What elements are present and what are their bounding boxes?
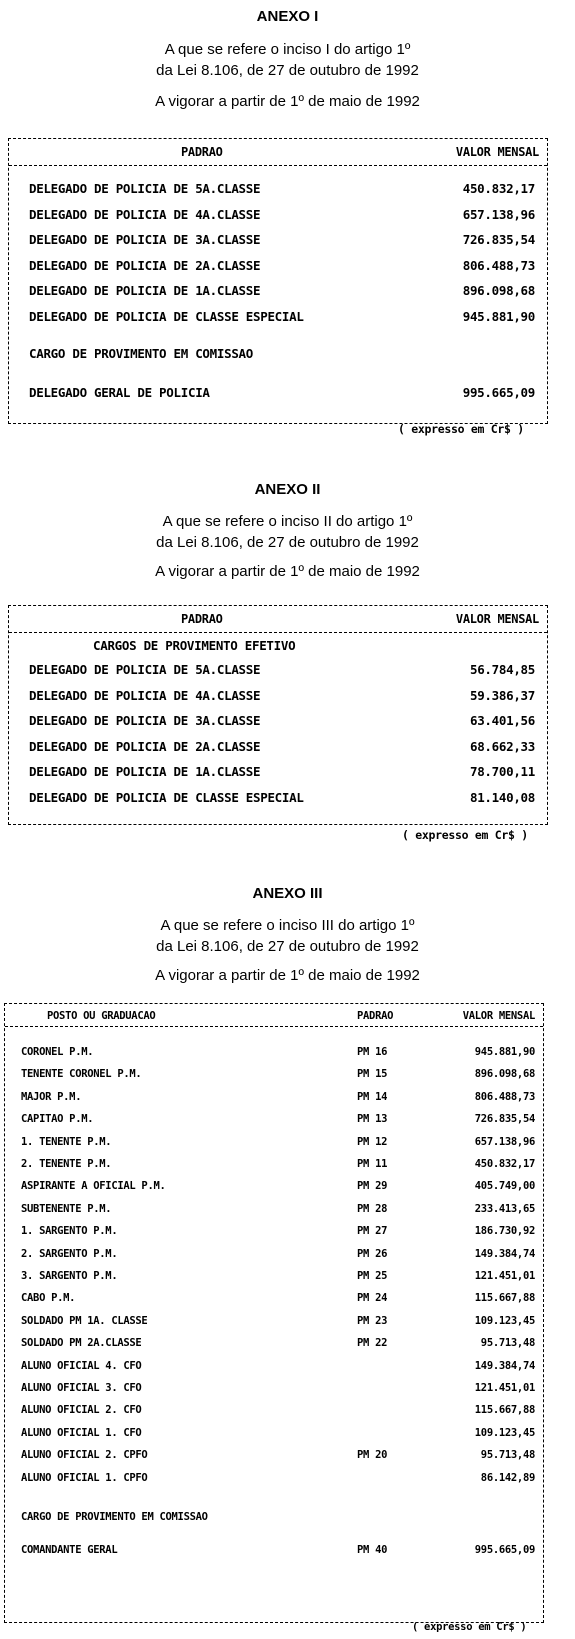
row-valor: 121.451,01	[474, 1382, 535, 1394]
row-posto: ASPIRANTE A OFICIAL P.M.	[21, 1180, 166, 1193]
row-valor: 186.730,92	[474, 1225, 535, 1238]
anexo2-title: ANEXO II	[254, 481, 321, 498]
row-label: DELEGADO DE POLICIA DE 5A.CLASSE	[29, 181, 261, 196]
row-padrao: PM 16	[357, 1046, 388, 1058]
row-posto: ALUNO OFICIAL 2. CFO	[21, 1404, 142, 1417]
row-valor: 121.451,01	[474, 1270, 535, 1282]
row-posto: CABO P.M.	[21, 1292, 76, 1305]
row-value: 945.881,90	[462, 308, 535, 324]
row-label: DELEGADO GERAL DE POLICIA	[29, 385, 210, 400]
row-value: 657.138,96	[462, 206, 535, 222]
row-valor: 657.138,96	[474, 1135, 535, 1148]
row-value: 63.401,56	[469, 713, 535, 728]
row-value: 896.098,68	[462, 283, 535, 298]
row-label: DELEGADO DE POLICIA DE 2A.CLASSE	[29, 257, 261, 273]
row-padrao: PM 40	[357, 1544, 388, 1556]
anexo2-line2: da Lei 8.106, de 27 de outubro de 1992	[156, 534, 419, 551]
row-posto: 2. TENENTE P.M.	[21, 1158, 112, 1170]
row-posto: ALUNO OFICIAL 1. CFO	[21, 1426, 142, 1439]
row-value: 78.700,11	[469, 764, 535, 779]
row-valor: 115.667,88	[474, 1404, 535, 1417]
anexo3-header-divider	[5, 1026, 543, 1027]
anexo3-line2: da Lei 8.106, de 27 de outubro de 1992	[156, 938, 419, 955]
row-posto: ALUNO OFICIAL 4. CFO	[21, 1359, 142, 1372]
anexo1-table: PADRAO VALOR MENSAL DELEGADO DE POLICIA DE 5A.CLASSE 450.832,17 DELEGADO DE POLICIA DE 4A.CLASSE 657.138,96 DELEGADO DE POLICIA DE 3A.CLASSE 726.835,54 DELEGADO DE POLICIA DE 2A.CLASSE 806.488,73 DELEGADO DE POLICIA DE 1A.CLASSE 896.098,68 DELEGADO DE POLICIA DE CLASSE ESPECIAL 945.881,90 CARGO DE PROVIMENTO EM COMISSAO DELEGADO GERAL DE POLICIA 995.665,09	[8, 138, 548, 424]
anexo2-col-valor: VALOR MENSAL	[455, 612, 539, 626]
anexo3-note: ( expresso em Cr$ )	[412, 1621, 527, 1633]
row-posto: CAPITAO P.M.	[21, 1113, 94, 1126]
row-padrao: PM 13	[357, 1113, 388, 1126]
row-posto: SOLDADO PM 1A. CLASSE	[21, 1314, 148, 1327]
row-valor: 405.749,00	[474, 1180, 535, 1193]
row-valor: 149.384,74	[474, 1359, 535, 1372]
row-posto: SOLDADO PM 2A.CLASSE	[21, 1337, 142, 1350]
row-value: 450.832,17	[462, 181, 535, 196]
row-valor: 995.665,09	[474, 1544, 535, 1556]
row-posto: SUBTENENTE P.M.	[21, 1202, 112, 1215]
row-value: 726.835,54	[462, 232, 535, 247]
row-padrao: PM 14	[357, 1090, 388, 1103]
row-label: DELEGADO DE POLICIA DE 4A.CLASSE	[29, 206, 261, 222]
row-label: DELEGADO DE POLICIA DE 1A.CLASSE	[29, 283, 261, 298]
row-valor: 115.667,88	[474, 1292, 535, 1305]
anexo2-col-padrao: PADRAO	[181, 612, 223, 626]
row-valor: 806.488,73	[474, 1090, 535, 1103]
row-label: DELEGADO DE POLICIA DE 3A.CLASSE	[29, 713, 261, 728]
row-padrao: PM 11	[357, 1158, 388, 1170]
row-posto: ALUNO OFICIAL 1. CPFO	[21, 1471, 148, 1484]
row-label: DELEGADO DE POLICIA DE 5A.CLASSE	[29, 662, 261, 677]
row-valor: 896.098,68	[474, 1068, 535, 1081]
anexo2-header-divider	[9, 632, 547, 633]
anexo1-header-divider	[9, 165, 547, 166]
row-valor: 149.384,74	[474, 1247, 535, 1260]
anexo1-line2: da Lei 8.106, de 27 de outubro de 1992	[156, 62, 419, 79]
row-posto: ALUNO OFICIAL 2. CPFO	[21, 1449, 148, 1462]
row-valor: 109.123,45	[474, 1426, 535, 1439]
row-value: 59.386,37	[469, 687, 535, 703]
row-value: 995.665,09	[462, 385, 535, 400]
anexo3-title: ANEXO III	[252, 885, 323, 902]
row-valor: 95.713,48	[480, 1337, 535, 1350]
anexo1-col-padrao: PADRAO	[181, 145, 223, 159]
row-padrao: PM 23	[357, 1314, 388, 1327]
row-padrao: PM 29	[357, 1180, 388, 1193]
row-posto: ALUNO OFICIAL 3. CFO	[21, 1382, 142, 1394]
row-valor: 450.832,17	[474, 1158, 535, 1170]
row-padrao: PM 24	[357, 1292, 388, 1305]
anexo2-line1: A que se refere o inciso II do artigo 1º	[162, 513, 413, 530]
anexo1-col-valor: VALOR MENSAL	[455, 145, 539, 159]
row-posto: 3. SARGENTO P.M.	[21, 1270, 118, 1282]
row-padrao: PM 15	[357, 1068, 388, 1081]
row-padrao: PM 12	[357, 1135, 388, 1148]
row-valor: 95.713,48	[480, 1449, 535, 1462]
row-valor: 86.142,89	[480, 1471, 535, 1484]
row-posto: 1. TENENTE P.M.	[21, 1135, 112, 1148]
anexo1-note: ( expresso em Cr$ )	[398, 422, 524, 436]
anexo3-col-posto: POSTO OU GRADUACAO	[47, 1010, 156, 1022]
row-label: DELEGADO DE POLICIA DE 2A.CLASSE	[29, 738, 261, 754]
anexo2-table: PADRAO VALOR MENSAL CARGOS DE PROVIMENTO EFETIVO DELEGADO DE POLICIA DE 5A.CLASSE 56.784,85 DELEGADO DE POLICIA DE 4A.CLASSE 59.386,37 DELEGADO DE POLICIA DE 3A.CLASSE 63.401,56 DELEGADO DE POLICIA DE 2A.CLASSE 68.662,33 DELEGADO DE POLICIA DE 1A.CLASSE 78.700,11 DELEGADO DE POLICIA DE CLASSE ESPECIAL 81.140,08	[8, 605, 548, 825]
row-posto: MAJOR P.M.	[21, 1090, 82, 1103]
row-valor: 109.123,45	[474, 1314, 535, 1327]
row-padrao: PM 22	[357, 1337, 388, 1350]
row-value: 68.662,33	[469, 738, 535, 754]
anexo3-col-padrao: PADRAO	[357, 1010, 394, 1022]
row-valor: 726.835,54	[474, 1113, 535, 1126]
anexo3-line3: A vigorar a partir de 1º de maio de 1992	[155, 967, 420, 984]
row-padrao: PM 27	[357, 1225, 388, 1238]
anexo3-table: POSTO OU GRADUACAO PADRAO VALOR MENSAL CORONEL P.M. PM 16 945.881,90 TENENTE CORONEL P.M. PM 15 896.098,68 MAJOR P.M. PM 14 806.488,73 CAPITAO P.M. PM 13 726.835,54 1. TENENTE P.M. PM 12 657.138,96 2. TENENTE P.M. PM 11 450.832,17 ASPIRANTE A OFICIAL P.M. PM 29 405.749,00 SUBTENENTE P.M. PM 28 233.413,65 1. SARGENTO P.M. PM 27 186.730,92 2. SARGENTO P.M. PM 26 149.384,74 3. SARGENTO P.M. PM 25 121.451,01 CABO P.M. PM 24 115.667,88 SOLDADO PM 1A. CLASSE PM 23 109.123,45 SOLDADO PM 2A.CLASSE PM 22 95.713,48 ALUNO OFICIAL 4. CFO 149.384,74 ALUNO OFICIAL 3. CFO 121.451,01 ALUNO OFICIAL 2. CFO 115.667,88 ALUNO OFICIAL 1. CFO 109.123,45 ALUNO OFICIAL 2. CPFO PM 20 95.713,48 ALUNO OFICIAL 1. CPFO 86.142,89 CARGO DE PROVIMENTO EM COMISSAO COMANDANTE GERAL PM 40 995.665,09	[4, 1003, 544, 1623]
anexo2-note: ( expresso em Cr$ )	[402, 828, 528, 842]
row-padrao: PM 28	[357, 1202, 388, 1215]
row-label: DELEGADO DE POLICIA DE 1A.CLASSE	[29, 764, 261, 779]
row-value: 56.784,85	[469, 662, 535, 677]
row-posto: TENENTE CORONEL P.M.	[21, 1068, 142, 1081]
anexo1-line3: A vigorar a partir de 1º de maio de 1992	[155, 93, 420, 110]
anexo2-line3: A vigorar a partir de 1º de maio de 1992	[155, 563, 420, 580]
anexo1-line1: A que se refere o inciso I do artigo 1º	[164, 41, 411, 58]
row-label: DELEGADO DE POLICIA DE 4A.CLASSE	[29, 687, 261, 703]
row-posto: COMANDANTE GERAL	[21, 1544, 118, 1556]
row-valor: 233.413,65	[474, 1202, 535, 1215]
row-posto: CORONEL P.M.	[21, 1046, 94, 1058]
row-label: DELEGADO DE POLICIA DE 3A.CLASSE	[29, 232, 261, 247]
row-padrao: PM 20	[357, 1449, 388, 1462]
row-padrao: PM 26	[357, 1247, 388, 1260]
row-valor: 945.881,90	[474, 1046, 535, 1058]
row-padrao: PM 25	[357, 1270, 388, 1282]
row-value: 81.140,08	[469, 789, 535, 805]
row-label: DELEGADO DE POLICIA DE CLASSE ESPECIAL	[29, 789, 304, 805]
anexo3-line1: A que se refere o inciso III do artigo 1º	[160, 917, 415, 934]
row-label: DELEGADO DE POLICIA DE CLASSE ESPECIAL	[29, 308, 304, 324]
anexo3-col-valor: VALOR MENSAL	[462, 1010, 535, 1022]
row-value: 806.488,73	[462, 257, 535, 273]
row-posto: 2. SARGENTO P.M.	[21, 1247, 118, 1260]
anexo1-title: ANEXO I	[256, 8, 319, 25]
row-posto: 1. SARGENTO P.M.	[21, 1225, 118, 1238]
